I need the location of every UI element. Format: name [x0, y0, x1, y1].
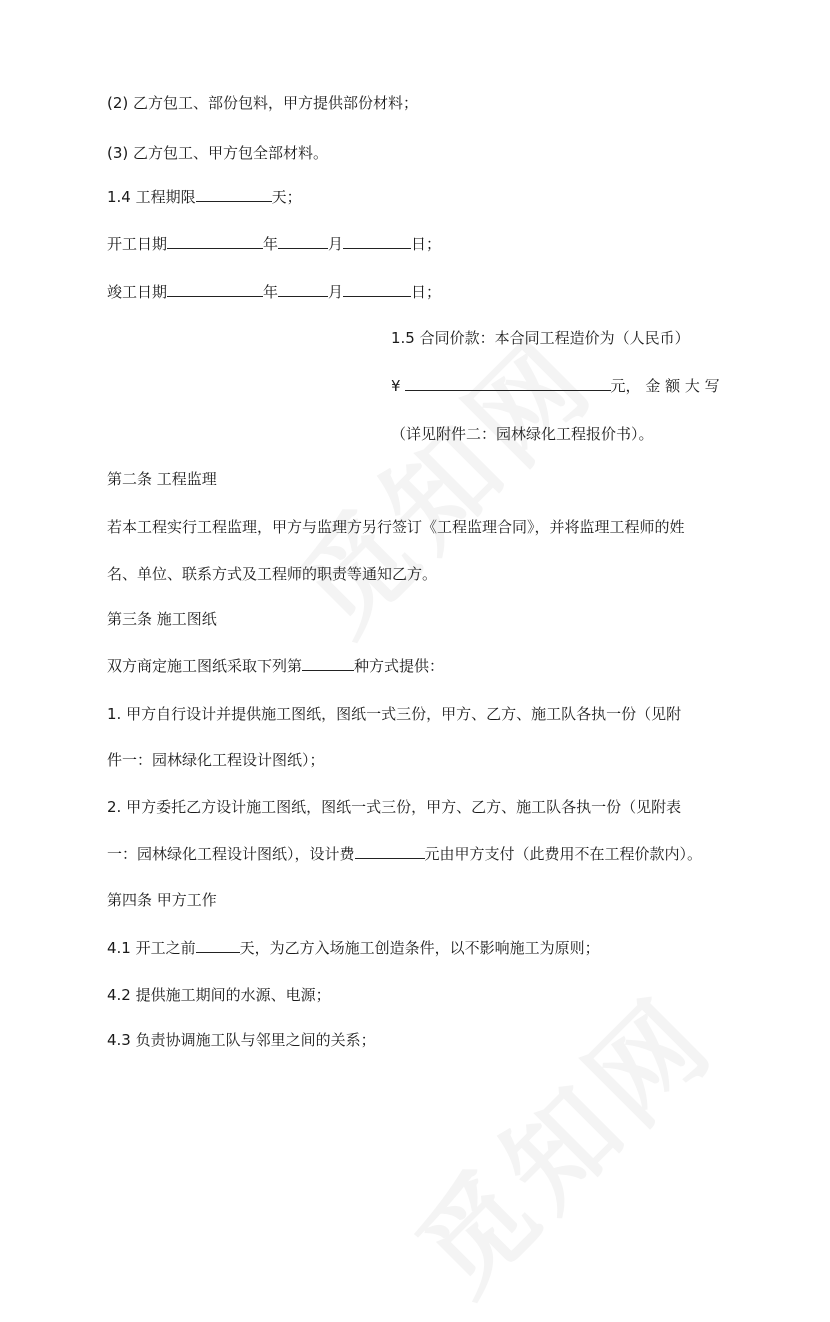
- watermark: [257, 296, 623, 662]
- drawing-method-text: 双方商定施工图纸采取下列第: [107, 657, 303, 675]
- year-unit: 年: [263, 283, 279, 301]
- paragraph-line: 名、单位、联系方式及工程师的职责等通知乙方。: [107, 565, 438, 583]
- day-unit: 日；: [411, 235, 442, 253]
- day-unit: 日；: [411, 283, 442, 301]
- month-blank[interactable]: [278, 234, 328, 249]
- paragraph-line: 2. 甲方委托乙方设计施工图纸，图纸一式三份，甲方、乙方、施工队各执一份（见附表: [107, 798, 682, 816]
- clause-4-2: 4.2 提供施工期间的水源、电源；: [107, 986, 331, 1004]
- currency-symbol: ¥: [391, 377, 401, 395]
- amount-line: [391, 376, 720, 396]
- clause-4-1-text: 4.1 开工之前: [107, 939, 196, 957]
- end-date-label: 竣工日期: [107, 283, 168, 301]
- days-blank[interactable]: [196, 187, 272, 202]
- end-date-line: [107, 282, 441, 302]
- period-unit: 天；: [271, 188, 302, 206]
- article-heading: 第二条 工程监理: [107, 470, 217, 488]
- clause-line: (3) 乙方包工、甲方包全部材料。: [107, 144, 329, 162]
- clause-4-1-suffix: 天，为乙方入场施工创造条件，以不影响施工为原则；: [239, 939, 600, 957]
- article-heading: 第四条 甲方工作: [107, 891, 217, 909]
- month-blank[interactable]: [278, 282, 328, 297]
- period-line: [107, 187, 302, 207]
- amount-text: 元， 金 额 大 写: [610, 377, 720, 395]
- clause-4-1: [107, 938, 600, 958]
- year-blank[interactable]: [167, 234, 263, 249]
- period-label: 1.4 工程期限: [107, 188, 196, 206]
- year-blank[interactable]: [167, 282, 263, 297]
- clause-line: (2) 乙方包工、部份包料，甲方提供部份材料；: [107, 94, 419, 112]
- paragraph-line: 1. 甲方自行设计并提供施工图纸，图纸一式三份，甲方、乙方、施工队各执一份（见附: [107, 705, 682, 723]
- month-unit: 月: [328, 235, 344, 253]
- year-unit: 年: [263, 235, 279, 253]
- days-blank[interactable]: [196, 938, 240, 953]
- method-blank[interactable]: [302, 656, 354, 671]
- design-fee-suffix: 元由甲方支付（此费用不在工程价款内）。: [424, 845, 703, 863]
- paragraph-line: 件一：园林绿化工程设计图纸）；: [107, 751, 325, 769]
- day-blank[interactable]: [343, 282, 411, 297]
- start-date-label: 开工日期: [107, 235, 168, 253]
- fee-blank[interactable]: [355, 844, 425, 859]
- amount-blank[interactable]: [405, 376, 611, 391]
- design-fee-text: 一：园林绿化工程设计图纸），设计费: [107, 845, 355, 863]
- article-heading: 第三条 施工图纸: [107, 610, 217, 628]
- price-line: 1.5 合同价款：本合同工程造价为（人民币）: [391, 329, 690, 347]
- paragraph-line: 若本工程实行工程监理，甲方与监理方另行签订《工程监理合同》，并将监理工程师的姓: [107, 518, 685, 536]
- day-blank[interactable]: [343, 234, 411, 249]
- drawing-method-suffix: 种方式提供：: [354, 657, 445, 675]
- quote-ref-line: （详见附件二：园林绿化工程报价书）。: [391, 425, 654, 443]
- clause-4-3: 4.3 负责协调施工队与邻里之间的关系；: [107, 1031, 376, 1049]
- drawing-method-line: [107, 656, 444, 676]
- watermark: [377, 956, 743, 1322]
- design-fee-line: [107, 844, 702, 864]
- month-unit: 月: [328, 283, 344, 301]
- start-date-line: [107, 234, 441, 254]
